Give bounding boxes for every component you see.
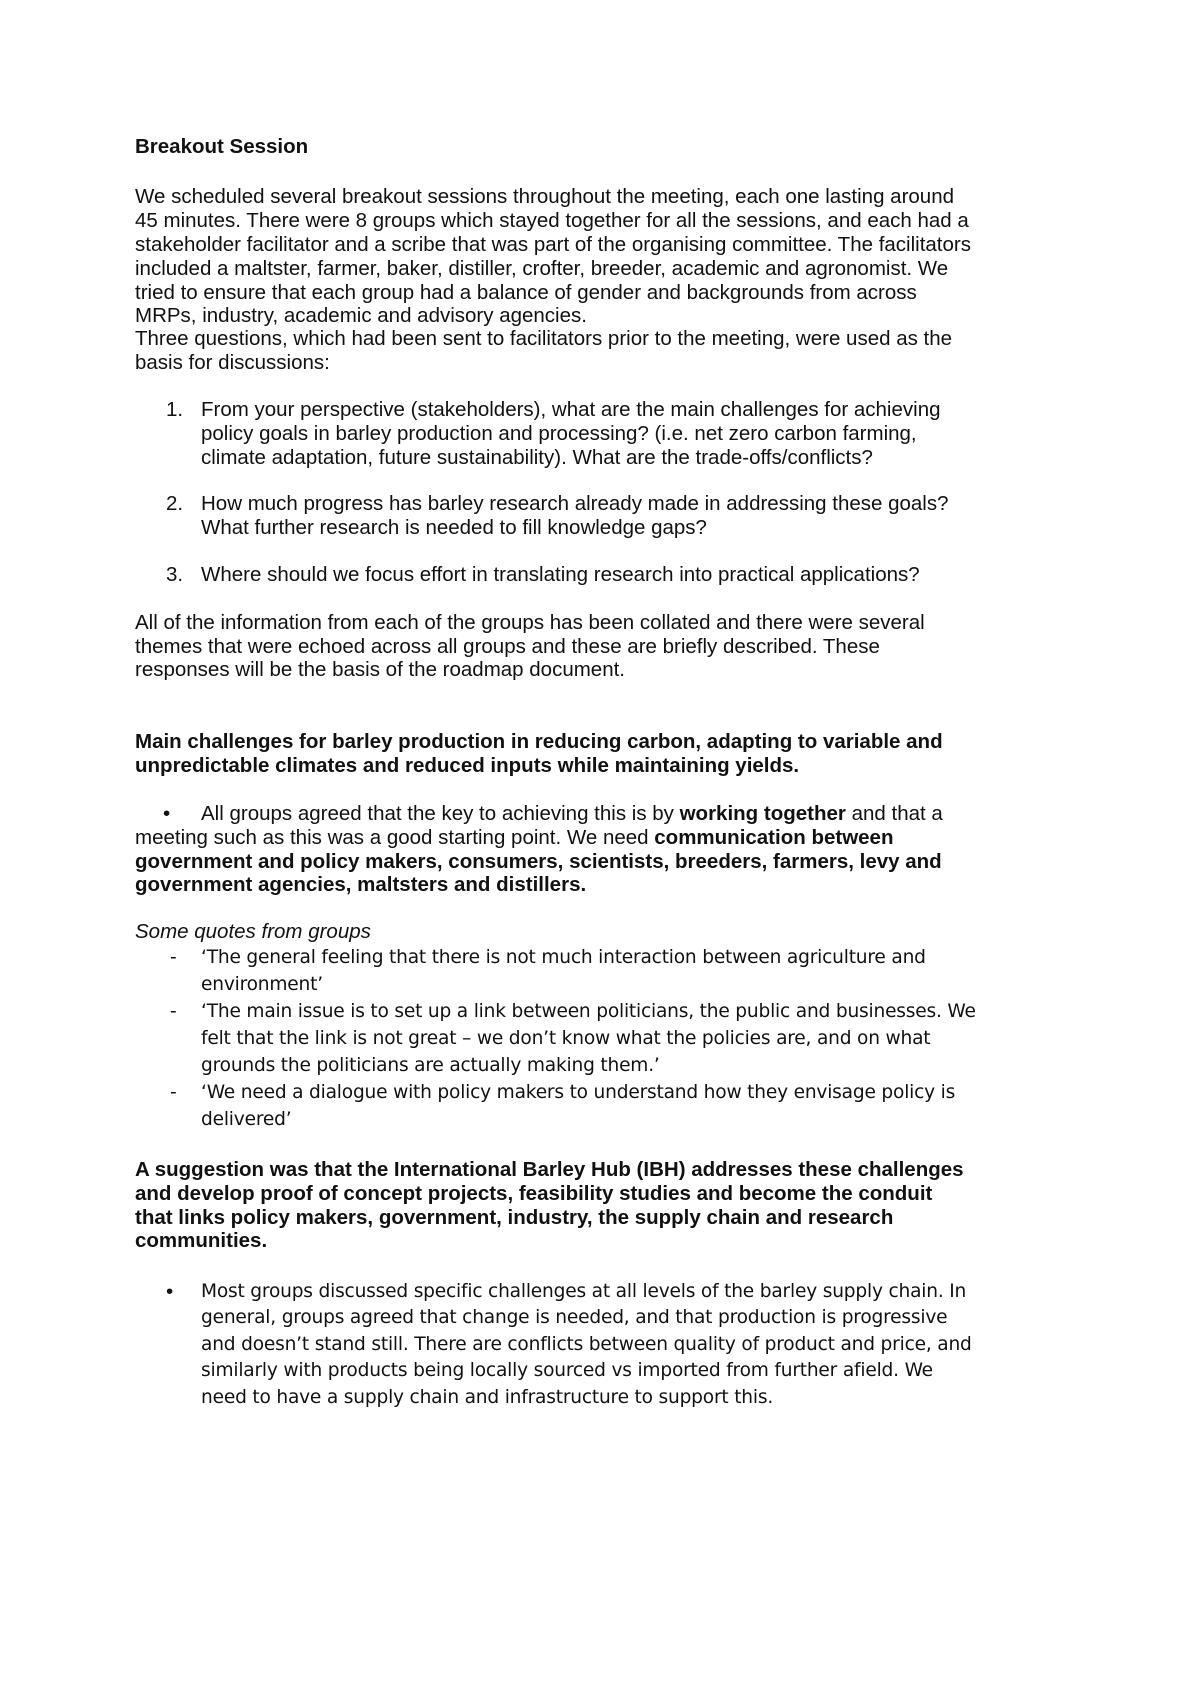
bullet-line	[201, 802, 943, 826]
question-line: climate adaptation, future sustainability). What are the trade-offs/conflicts?	[201, 446, 873, 469]
bullet-line: Most groups discussed specific challenges at all levels of the barley supply chain. In	[201, 1281, 967, 1302]
heading-line: Main challenges for barley production in reducing carbon, adapting to variable and	[135, 730, 943, 753]
question-line: From your perspective (stakeholders), what are the main challenges for achieving	[201, 398, 941, 421]
bullet-icon: •	[163, 802, 171, 825]
intro-line: Three questions, which had been sent to facilitators prior to the meeting, were used as the	[135, 327, 953, 350]
question-line: Where should we focus effort in translating research into practical applications?	[201, 563, 920, 586]
bullet-line	[135, 826, 893, 850]
suggestion-line: A suggestion was that the International Barley Hub (IBH) addresses these challenges	[135, 1158, 964, 1181]
intro-line: MRPs, industry, academic and advisory agencies.	[135, 304, 587, 327]
intro-line: 45 minutes. There were 8 groups which stayed together for all the sessions, and each had a	[135, 209, 969, 232]
text: All groups agreed that the key to achieving this is by	[201, 802, 680, 825]
bullet-line: similarly with products being locally sourced vs imported from further afield. We	[201, 1360, 933, 1381]
question-line: What further research is needed to fill knowledge gaps?	[201, 516, 707, 539]
quote-line: delivered’	[201, 1109, 292, 1130]
emphasis: communication between	[654, 826, 894, 849]
quote-line: ‘The general feeling that there is not much interaction between agriculture and	[201, 947, 926, 968]
intro-line: basis for discussions:	[135, 351, 330, 374]
intro-line: included a maltster, farmer, baker, distiller, crofter, breeder, academic and agronomist. We	[135, 257, 949, 280]
bullet-line: general, groups agreed that change is needed, and that production is progressive	[201, 1307, 948, 1328]
question-number: 1.	[166, 398, 184, 421]
suggestion-line: that links policy makers, government, industry, the supply chain and research	[135, 1206, 894, 1229]
dash-icon: -	[170, 1082, 177, 1103]
intro-line: stakeholder facilitator and a scribe that was part of the organising committee. The facilitators	[135, 233, 971, 256]
quote-line: environment’	[201, 974, 323, 995]
bullet-icon: •	[166, 1280, 174, 1303]
collation-line: themes that were echoed across all groups and these are briefly described. These	[135, 635, 880, 658]
section-title: Breakout Session	[135, 135, 309, 158]
suggestion-line: communities.	[135, 1229, 268, 1252]
bullet-line: need to have a supply chain and infrastructure to support this.	[201, 1387, 774, 1408]
question-line: policy goals in barley production and processing? (i.e. net zero carbon farming,	[201, 422, 917, 445]
text: and that a	[845, 802, 943, 825]
text: meeting such as this was a good starting point. We need	[135, 826, 655, 849]
collation-line: All of the information from each of the groups has been collated and there were several	[135, 611, 925, 634]
suggestion-line: and develop proof of concept projects, feasibility studies and become the conduit	[135, 1182, 933, 1205]
dash-icon: -	[170, 947, 177, 968]
intro-line: We scheduled several breakout sessions throughout the meeting, each one lasting around	[135, 185, 955, 208]
dash-icon: -	[170, 1001, 177, 1022]
quote-line: ‘We need a dialogue with policy makers to understand how they envisage policy is	[201, 1082, 956, 1103]
quote-line: felt that the link is not great – we don’t know what the policies are, and on what	[201, 1028, 931, 1049]
quote-line: grounds the politicians are actually making them.’	[201, 1055, 660, 1076]
intro-line: tried to ensure that each group had a balance of gender and backgrounds from across	[135, 281, 917, 304]
question-number: 2.	[166, 492, 184, 515]
heading-line: unpredictable climates and reduced inputs while maintaining yields.	[135, 754, 800, 777]
bullet-line: government agencies, maltsters and distillers.	[135, 873, 587, 896]
bullet-line: government and policy makers, consumers, scientists, breeders, farmers, levy and	[135, 850, 942, 873]
question-line: How much progress has barley research already made in addressing these goals?	[201, 492, 949, 515]
bullet-line: and doesn’t stand still. There are conflicts between quality of product and price, and	[201, 1334, 972, 1355]
emphasis: working together	[679, 802, 846, 825]
question-number: 3.	[166, 563, 184, 586]
quotes-heading: Some quotes from groups	[135, 920, 371, 943]
collation-line: responses will be the basis of the roadmap document.	[135, 658, 625, 681]
quote-line: ‘The main issue is to set up a link between politicians, the public and businesses. We	[201, 1001, 976, 1022]
